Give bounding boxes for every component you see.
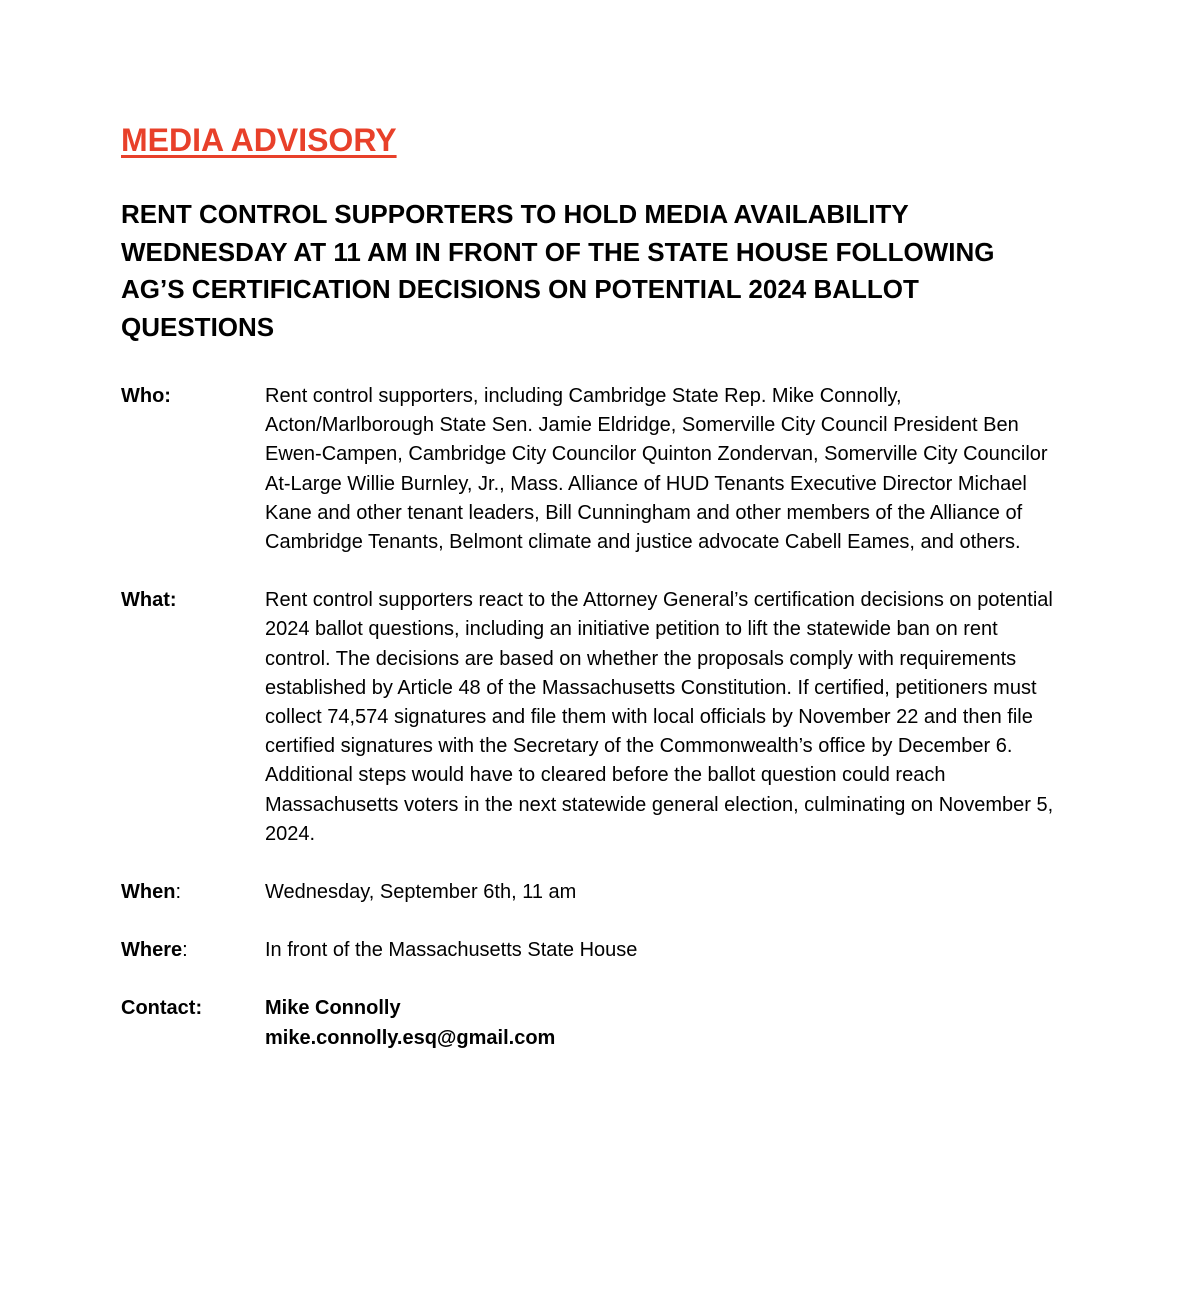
who-label: Who: (121, 385, 171, 407)
who-text: Rent control supporters, including Cambridge State Rep. Mike Connolly, Acton/Marlborough State Sen. Jamie Eldridge, Somerville City Council President Ben Ewen-Campen, Cambridge City Councilor Quinton Zondervan, Somerville City Councilor At-Large Willie Burnley, Jr., Mass. Alliance of HUD Tenants Executive Director Michael Kane and other tenant leaders, Bill Cunningham and other members of the Alliance of Cambridge Tenants, Belmont climate and justice advocate Cabell Eames, and others. (265, 385, 1048, 554)
when-row (121, 878, 1061, 907)
where-text: In front of the Massachusetts State House (265, 939, 638, 962)
when-label: When: (121, 881, 181, 904)
where-row (121, 936, 1061, 965)
who-row (121, 382, 1061, 557)
what-row (121, 586, 1061, 849)
advisory-title: MEDIA ADVISORY (121, 122, 397, 158)
contact-name: Mike Connolly (265, 997, 401, 1020)
what-label: What: (121, 589, 177, 612)
contact-email[interactable]: mike.connolly.esq@gmail.com (265, 1026, 556, 1049)
contact-value (265, 994, 1061, 1052)
contact-label: Contact: (121, 997, 203, 1020)
what-text: Rent control supporters react to the Attorney General’s certification decisions on potential 2024 ballot questions, including an initiative petition to lift the statewide ban on rent control. The decisions are based on whether the proposals comply with requirements established by Article 48 of the Massachusetts Constitution. If certified, petitioners must collect 74,574 signatures and file them with local officials by November 22 and then file certified signatures with the Secretary of the Commonwealth’s office by December 6. Additional steps would have to cleared before the ballot question could reach Massachusetts voters in the next statewide general election, culminating on November 5, 2024. (265, 589, 1054, 845)
media-advisory-document (121, 118, 1061, 1053)
when-text: Wednesday, September 6th, 11 am (265, 881, 577, 904)
contact-row (121, 994, 1061, 1052)
where-label: Where: (121, 939, 188, 962)
headline: RENT CONTROL SUPPORTERS TO HOLD MEDIA AVAILABILITY WEDNESDAY AT 11 AM IN FRONT OF THE STATE HOUSE FOLLOWING AG’S CERTIFICATION DECISIONS ON POTENTIAL 2024 BALLOT QUESTIONS (121, 199, 995, 342)
